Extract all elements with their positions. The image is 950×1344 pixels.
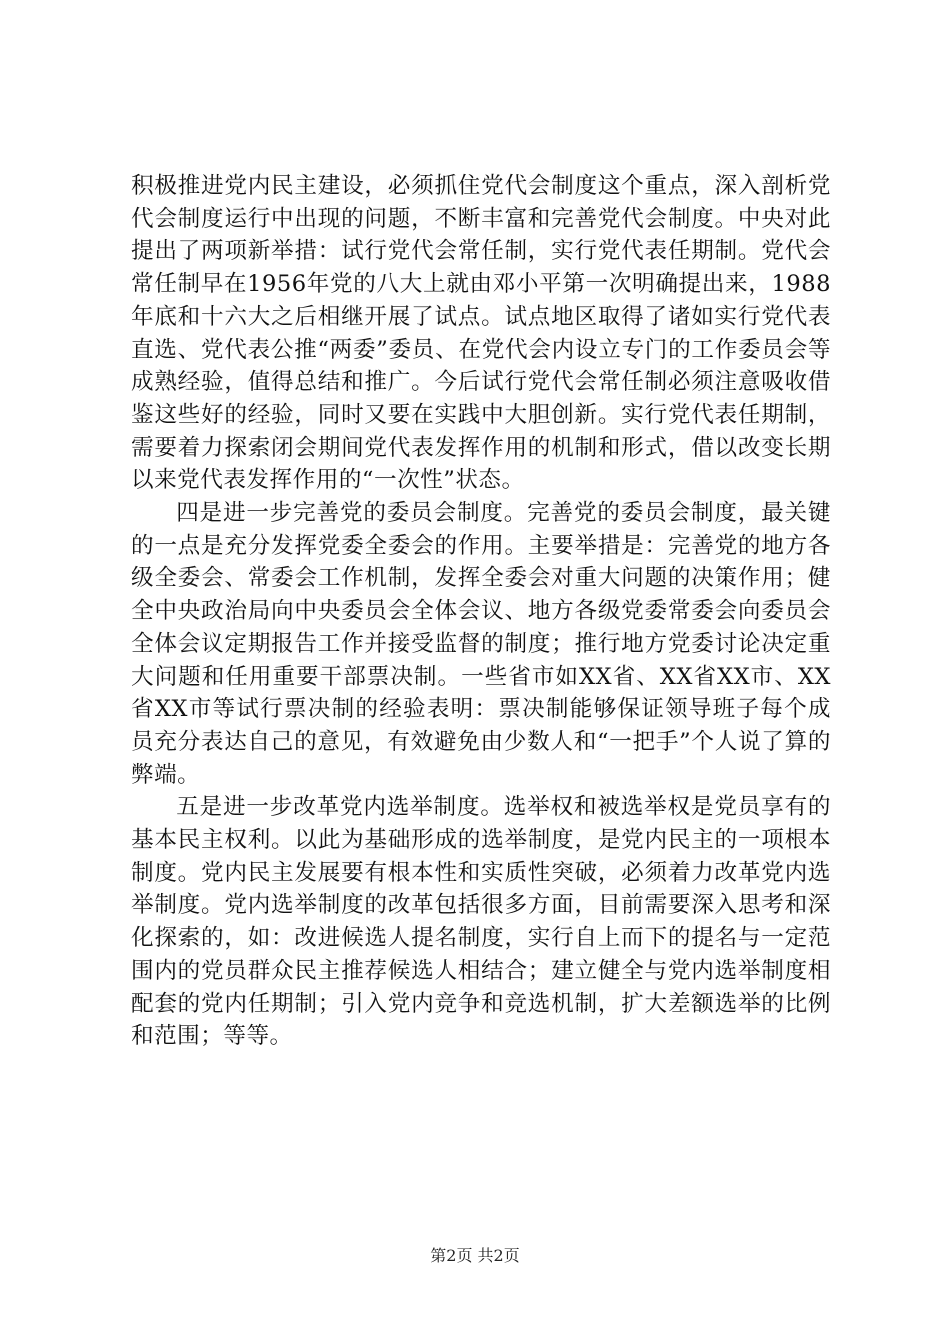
paragraph-3: 五是进一步改革党内选举制度。选举权和被选举权是党员享有的基本民主权利。以此为基础形成的选举制度，是党内民主的一项根本制度。党内民主发展要有根本性和实质性突破，必须着力改革党内选举制度。党内选举制度的改革包括很多方面，目前需要深入思考和深化探索的，如：改进候选人提名制度，实行自上而下的提名与一定范围内的党员群众民主推荐候选人相结合；建立健全与党内选举制度相配套的党内任期制；引入党内竞争和竞选机制，扩大差额选举的比例和范围；等等。 [131,794,831,1050]
document-body [131,170,831,1053]
paragraph-2: 四是进一步完善党的委员会制度。完善党的委员会制度，最关键的一点是充分发挥党委全委会的作用。主要举措是：完善党的地方各级全委会、常委会工作机制，发挥全委会对重大问题的决策作用；健全中央政治局向中央委员会全体会议、地方各级党委常委会向委员会全体会议定期报告工作并接受监督的制度；推行地方党委讨论决定重大问题和任用重要干部票决制。一些省市如XX省、XX省XX市、XX省XX市等试行票决制的经验表明：票决制能够保证领导班子每个成员充分表达自己的意见，有效避免由少数人和“一把手”个人说了算的弊端。 [131,500,831,788]
paragraph-1: 积极推进党内民主建设，必须抓住党代会制度这个重点，深入剖析党代会制度运行中出现的问题，不断丰富和完善党代会制度。中央对此提出了两项新举措：试行党代会常任制，实行党代表任期制。党代会常任制早在1956年党的八大上就由邓小平第一次明确提出来，1988年底和十六大之后相继开展了试点。试点地区取得了诸如实行党代表直选、党代表公推“两委”委员、在党代会内设立专门的工作委员会等成熟经验，值得总结和推广。今后试行党代会常任制必须注意吸收借鉴这些好的经验，同时又要在实践中大胆创新。实行党代表任期制，需要着力探索闭会期间党代表发挥作用的机制和形式，借以改变长期以来党代表发挥作用的“一次性”状态。 [131,173,831,494]
page-number-footer: 第2页 共2页 [430,1246,520,1265]
